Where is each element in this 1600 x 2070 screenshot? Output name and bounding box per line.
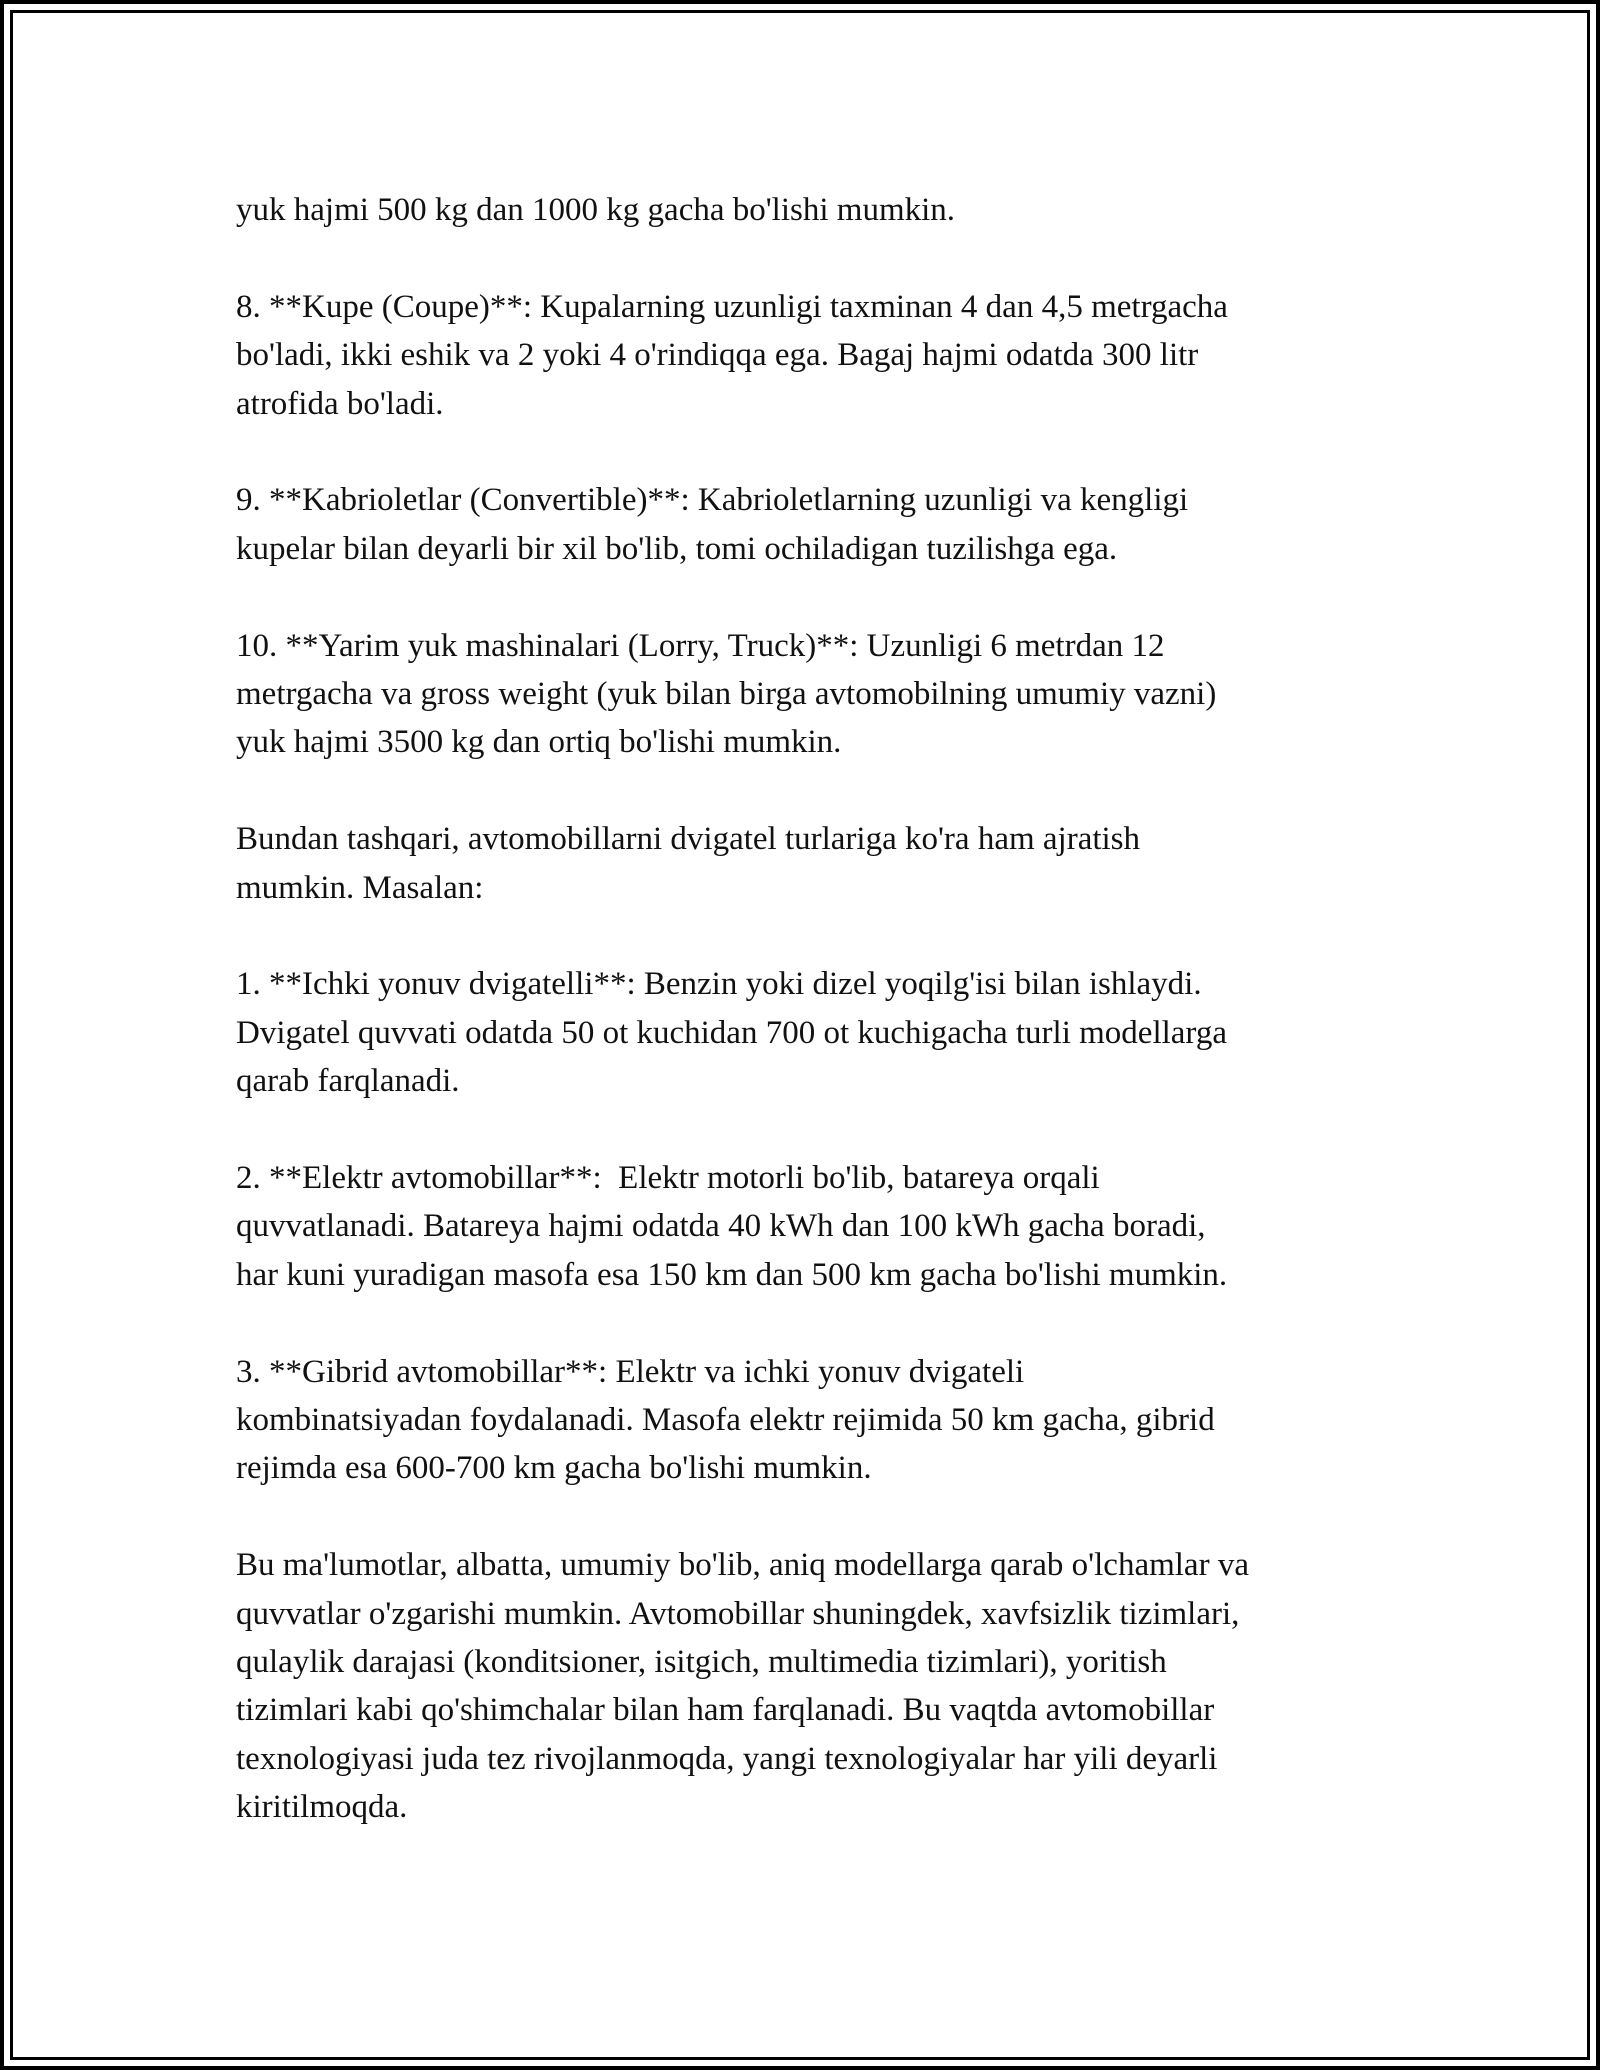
paragraph-convertible xyxy=(236,476,1386,573)
text-line: quvvatlanadi. Batareya hajmi odatda 40 kWh dan 100 kWh gacha boradi, xyxy=(236,1208,1206,1245)
text-line: 2. **Elektr avtomobillar**: Elektr motorli bo'lib, batareya orqali xyxy=(236,1160,1100,1197)
text-line: kupelar bilan deyarli bir xil bo'lib, tomi ochiladigan tuzilishga ega. xyxy=(236,530,1118,567)
text-line: tizimlari kabi qo'shimchalar bilan ham farqlanadi. Bu vaqtda avtomobillar xyxy=(236,1692,1215,1729)
text-line: texnologiyasi juda tez rivojlanmoqda, yangi texnologiyalar har yili deyarli xyxy=(236,1740,1218,1777)
paragraph-intro-end xyxy=(236,186,1386,234)
text-line: 3. **Gibrid avtomobillar**: Elektr va ichki yonuv dvigateli xyxy=(236,1353,1025,1390)
text-line: 1. **Ichki yonuv dvigatelli**: Benzin yoki dizel yoqilg'isi bilan ishlaydi. xyxy=(236,966,1202,1003)
text-line: har kuni yuradigan masofa esa 150 km dan 500 km gacha bo'lishi mumkin. xyxy=(236,1256,1228,1293)
paragraph-engine-intro xyxy=(236,815,1386,912)
text-line: mumkin. Masalan: xyxy=(236,869,484,906)
paragraph-truck xyxy=(236,622,1386,767)
text-line: yuk hajmi 3500 kg dan ortiq bo'lishi mumkin. xyxy=(236,724,842,761)
paragraph-ice xyxy=(236,960,1386,1105)
text-line: atrofida bo'ladi. xyxy=(236,385,444,422)
text-line: yuk hajmi 500 kg dan 1000 kg gacha bo'lishi mumkin. xyxy=(236,192,956,228)
text-line: qulaylik darajasi (konditsioner, isitgich, multimedia tizimlari), yoritish xyxy=(236,1644,1167,1681)
paragraph-coupe xyxy=(236,283,1386,428)
text-line: metrgacha va gross weight (yuk bilan birga avtomobilning umumiy vazni) xyxy=(236,676,1217,713)
text-line: 10. **Yarim yuk mashinalari (Lorry, Truck)**: Uzunligi 6 metrdan 12 xyxy=(236,627,1165,664)
text-line: qarab farqlanadi. xyxy=(236,1063,460,1100)
text-line: bo'ladi, ikki eshik va 2 yoki 4 o'rindiqqa ega. Bagaj hajmi odatda 300 litr xyxy=(236,337,1199,374)
text-line: 9. **Kabrioletlar (Convertible)**: Kabrioletlarning uzunligi va kengligi xyxy=(236,482,1189,519)
text-line: kombinatsiyadan foydalanadi. Masofa elektr rejimida 50 km gacha, gibrid xyxy=(236,1402,1215,1439)
text-line: quvvatlar o'zgarishi mumkin. Avtomobillar shuningdek, xavfsizlik tizimlari, xyxy=(236,1595,1240,1632)
text-line: Dvigatel quvvati odatda 50 ot kuchidan 700 ot kuchigacha turli modellarga xyxy=(236,1014,1227,1051)
paragraph-electric xyxy=(236,1154,1386,1299)
paragraph-hybrid xyxy=(236,1348,1386,1493)
document-body xyxy=(236,186,1386,1880)
text-line: Bundan tashqari, avtomobillarni dvigatel turlariga ko'ra ham ajratish xyxy=(236,821,1141,858)
text-line: rejimda esa 600-700 km gacha bo'lishi mumkin. xyxy=(236,1450,872,1487)
paragraph-conclusion xyxy=(236,1541,1386,1831)
text-line: 8. **Kupe (Coupe)**: Kupalarning uzunligi taxminan 4 dan 4,5 metrgacha xyxy=(236,288,1228,325)
text-line: Bu ma'lumotlar, albatta, umumiy bo'lib, aniq modellarga qarab o'lchamlar va xyxy=(236,1547,1249,1584)
text-line: kiritilmoqda. xyxy=(236,1789,408,1826)
